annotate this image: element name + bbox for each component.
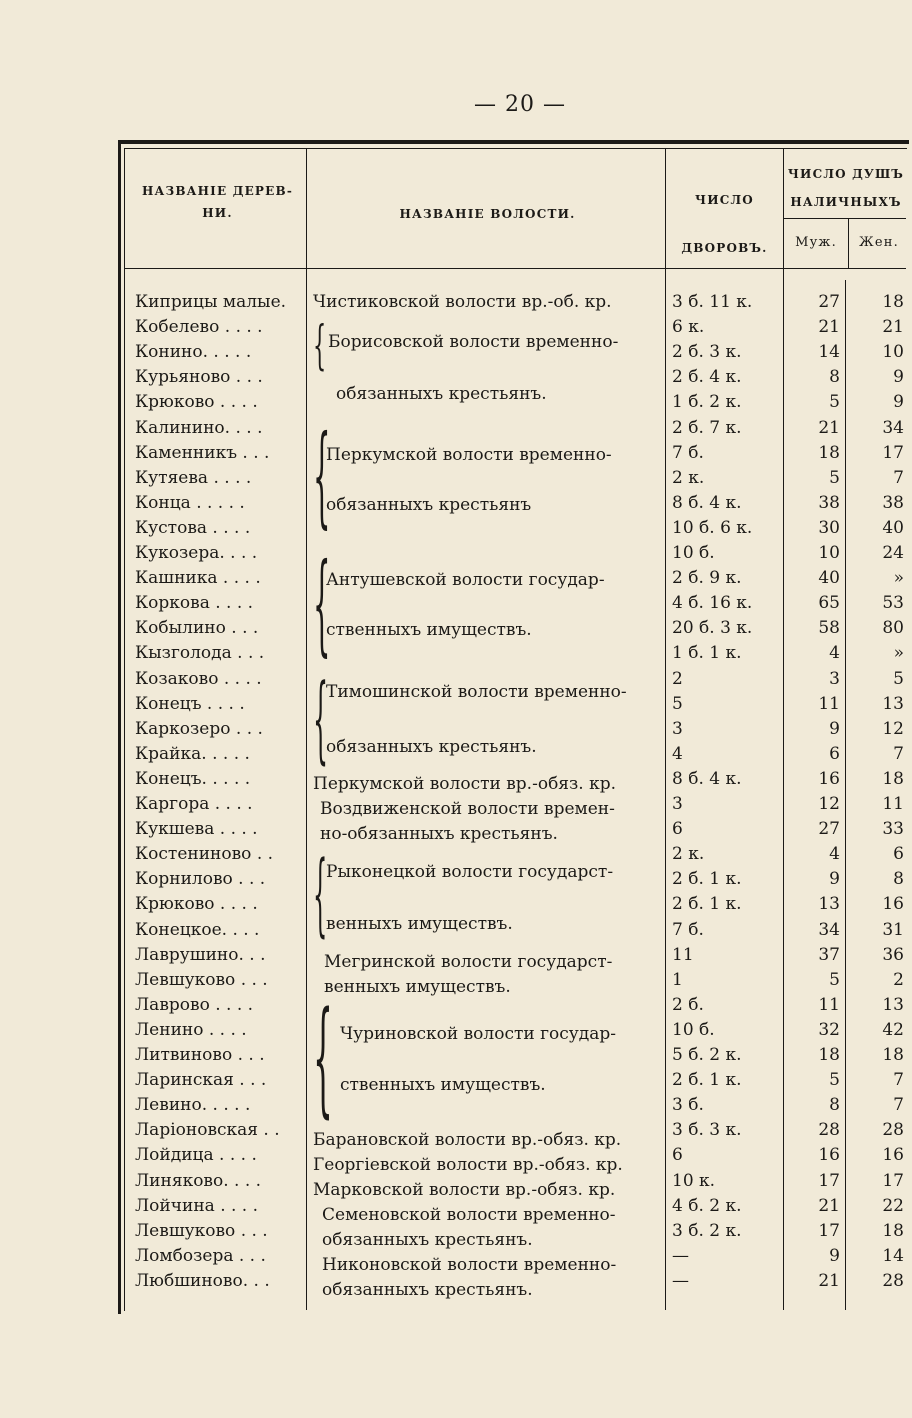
village-name: Любшиново. . . (135, 1270, 270, 1291)
women-count: 18 (882, 292, 904, 312)
header-courts: ЧИСЛО ДВОРОВЪ. (681, 193, 768, 255)
courts-count: 8 б. 4 к. (672, 492, 742, 513)
men-count: 6 (829, 743, 840, 764)
village-name: Литвиново . . . (135, 1045, 265, 1065)
village-name: Кызголода . . . (135, 643, 265, 664)
women-count: 9 (893, 392, 904, 413)
men-count: 12 (818, 794, 840, 814)
men-count: 11 (818, 693, 840, 714)
men-count: 9 (829, 718, 840, 739)
courts-count: 4 (672, 743, 683, 764)
page-number: — 20 — (474, 92, 566, 117)
men-count: 32 (818, 1019, 840, 1040)
courts-count: — (672, 1270, 689, 1291)
women-count: 31 (882, 919, 904, 940)
village-name: Лойчина . . . . (135, 1195, 259, 1216)
men-count: 34 (818, 919, 840, 940)
women-count: 11 (882, 794, 904, 814)
courts-count: 10 б. (672, 543, 715, 563)
women-count: 9 (893, 367, 904, 388)
village-name: Конецъ. . . . . (135, 768, 251, 789)
village-name: Конино. . . . . (135, 342, 252, 363)
courts-count: 7 б. (672, 919, 704, 940)
men-count: 17 (818, 1170, 840, 1191)
village-name: Ломбозера . . . (135, 1245, 266, 1266)
men-count: 4 (829, 643, 840, 664)
men-count: 21 (818, 1195, 840, 1216)
courts-count: 1 б. 1 к. (672, 643, 742, 664)
village-name: Кобелево . . . . (135, 317, 263, 338)
district-entry: ственныхъ имуществъ. (326, 620, 532, 640)
men-count: 27 (818, 819, 840, 840)
village-name: Кукозера. . . . (135, 543, 258, 563)
men-count: 30 (818, 517, 840, 538)
courts-count: 5 б. 2 к. (672, 1045, 742, 1065)
men-count: 5 (829, 392, 840, 413)
women-count: 18 (882, 1045, 904, 1065)
women-count: » (893, 568, 904, 589)
district-entry: венныхъ имуществъ. (326, 914, 513, 934)
courts-count: 2 б. 1 к. (672, 894, 742, 915)
courts-count: 2 к. (672, 844, 705, 865)
men-count: 4 (829, 844, 840, 865)
men-count: 13 (818, 894, 840, 915)
district-entry: Чистиковской волости вр.-об. кр. (313, 292, 612, 312)
women-count: 28 (882, 1120, 904, 1141)
courts-count: 2 б. 7 к. (672, 417, 742, 438)
district-entry: Никоновской волости временно- (322, 1255, 617, 1275)
village-name: Кобылино . . . (135, 618, 259, 639)
district-entry: Мегринской волости государст- (324, 952, 613, 972)
men-count: 17 (818, 1220, 840, 1241)
table-row (0, 591, 912, 616)
men-count: 16 (818, 1145, 840, 1166)
courts-count: — (672, 1245, 689, 1266)
women-count: 16 (882, 1145, 904, 1166)
header-souls: ЧИСЛО ДУШЪ НАЛИЧНЫХЪ (787, 167, 905, 209)
courts-count: 6 к. (672, 317, 705, 338)
courts-count: 3 б. (672, 1095, 704, 1116)
district-entry: Марковской волости вр.-обяз. кр. (313, 1180, 616, 1200)
women-count: 28 (882, 1270, 904, 1291)
village-name: Каркозеро . . . (135, 718, 263, 739)
district-entry: Рыконецкой волости государст- (326, 862, 614, 882)
men-count: 11 (818, 994, 840, 1015)
men-count: 18 (818, 1045, 840, 1065)
brace: { (313, 664, 329, 774)
village-name: Крюково . . . . (135, 894, 258, 915)
village-name: Киприцы малые. (135, 292, 287, 312)
table-row (0, 541, 912, 566)
village-name: Курьяново . . . (135, 367, 263, 388)
header-village: НАЗВАНIЕ ДЕРЕВ- НИ. (141, 184, 294, 220)
courts-count: 10 б. 6 к. (672, 517, 753, 538)
men-count: 8 (829, 1095, 840, 1116)
brace: { (313, 316, 327, 376)
table-row (0, 516, 912, 541)
brace: { (313, 539, 331, 667)
men-count: 14 (818, 342, 840, 363)
col-rule-souls (848, 218, 849, 268)
men-count: 18 (818, 442, 840, 463)
women-count: » (893, 643, 904, 664)
village-name: Кутяева . . . . (135, 467, 252, 488)
women-count: 21 (882, 317, 904, 338)
brace: { (313, 985, 333, 1130)
women-count: 17 (882, 1170, 904, 1191)
courts-count: 10 б. (672, 1019, 715, 1040)
village-name: Козаково . . . . (135, 668, 262, 689)
village-name: Конца . . . . . (135, 492, 245, 513)
women-count: 18 (882, 768, 904, 789)
men-count: 10 (818, 543, 840, 563)
men-count: 37 (818, 944, 840, 965)
men-count: 28 (818, 1120, 840, 1141)
men-count: 27 (818, 292, 840, 312)
women-count: 53 (882, 593, 904, 614)
header-men: Муж. (795, 235, 837, 250)
district-entry: Чуриновской волости государ- (340, 1024, 617, 1044)
courts-count: 4 б. 16 к. (672, 593, 753, 614)
men-count: 8 (829, 367, 840, 388)
men-count: 16 (818, 768, 840, 789)
district-entry: Воздвиженской волости времен- (320, 799, 615, 819)
village-name: Лаврушино. . . (135, 944, 266, 965)
women-count: 42 (882, 1019, 904, 1040)
women-count: 7 (893, 1070, 904, 1091)
courts-count: 3 (672, 794, 683, 814)
women-count: 6 (893, 844, 904, 865)
village-name: Кукшева . . . . (135, 819, 258, 840)
courts-count: 2 (672, 668, 683, 689)
courts-count: 7 б. (672, 442, 704, 463)
women-count: 22 (882, 1195, 904, 1216)
women-count: 10 (882, 342, 904, 363)
village-name: Коркова . . . . (135, 593, 254, 614)
district-entry: Тимошинской волости временно- (326, 682, 627, 702)
courts-count: 2 б. (672, 994, 704, 1015)
header-district: НАЗВАНIЕ ВОЛОСТИ. (399, 207, 576, 221)
village-name: Крюково . . . . (135, 392, 258, 413)
men-count: 9 (829, 869, 840, 890)
table-row (0, 641, 912, 666)
women-count: 7 (893, 467, 904, 488)
courts-count: 3 (672, 718, 683, 739)
courts-count: 2 б. 1 к. (672, 1070, 742, 1091)
women-count: 7 (893, 743, 904, 764)
district-entry: обязанныхъ крестьянъ. (322, 1230, 533, 1250)
district-entry: обязанныхъ крестьянъ. (336, 384, 547, 404)
women-count: 8 (893, 869, 904, 890)
women-count: 18 (882, 1220, 904, 1241)
district-entry: обязанныхъ крестьянъ. (322, 1280, 533, 1300)
courts-count: 11 (672, 944, 694, 965)
women-count: 13 (882, 693, 904, 714)
district-entry: Георгiевской волости вр.-обяз. кр. (313, 1155, 623, 1175)
district-entry: но-обязанныхъ крестьянъ. (320, 824, 558, 844)
courts-count: 2 к. (672, 467, 705, 488)
courts-count: 3 б. 3 к. (672, 1120, 742, 1141)
men-count: 21 (818, 1270, 840, 1291)
village-name: Кустова . . . . (135, 517, 251, 538)
women-count: 12 (882, 718, 904, 739)
courts-count: 2 б. 9 к. (672, 568, 742, 589)
table-row (0, 416, 912, 441)
courts-count: 1 (672, 969, 683, 990)
courts-count: 5 (672, 693, 683, 714)
village-name: Каргора . . . . (135, 794, 253, 814)
village-name: Линяково. . . . (135, 1170, 262, 1191)
district-entry: Перкумской волости временно- (326, 445, 612, 465)
district-entry: Антушевской волости государ- (326, 570, 605, 590)
courts-count: 10 к. (672, 1170, 716, 1191)
men-count: 9 (829, 1245, 840, 1266)
courts-count: 2 б. 3 к. (672, 342, 742, 363)
village-name: Костениново . . (135, 844, 274, 865)
village-name: Калинино. . . . (135, 417, 263, 438)
women-count: 34 (882, 417, 904, 438)
district-entry: обязанныхъ крестьянъ (326, 495, 532, 515)
women-count: 38 (882, 492, 904, 513)
men-count: 65 (818, 593, 840, 614)
village-name: Левшуково . . . (135, 969, 268, 990)
courts-count: 3 б. 11 к. (672, 292, 753, 312)
village-name: Левино. . . . . (135, 1095, 251, 1116)
header-rule (124, 268, 906, 269)
men-count: 5 (829, 467, 840, 488)
village-name: Конецкое. . . . (135, 919, 260, 940)
village-name: Ларiоновская . . (135, 1120, 280, 1141)
men-count: 21 (818, 417, 840, 438)
men-count: 58 (818, 618, 840, 639)
courts-count: 1 б. 2 к. (672, 392, 742, 413)
courts-count: 6 (672, 1145, 683, 1166)
women-count: 33 (882, 819, 904, 840)
header-women: Жен. (859, 235, 899, 250)
district-entry: Перкумской волости вр.-обяз. кр. (313, 774, 617, 794)
courts-count: 6 (672, 819, 683, 840)
brace: { (313, 411, 331, 539)
women-count: 24 (882, 543, 904, 563)
village-name: Лаврово . . . . (135, 994, 254, 1015)
brace: { (313, 842, 328, 947)
women-count: 2 (893, 969, 904, 990)
village-name: Левшуково . . . (135, 1220, 268, 1241)
women-count: 14 (882, 1245, 904, 1266)
village-name: Ленино . . . . (135, 1019, 247, 1040)
village-name: Лойдица . . . . (135, 1145, 257, 1166)
women-count: 16 (882, 894, 904, 915)
souls-rule (784, 218, 906, 219)
courts-count: 4 б. 2 к. (672, 1195, 742, 1216)
men-count: 40 (818, 568, 840, 589)
courts-count: 3 б. 2 к. (672, 1220, 742, 1241)
men-count: 5 (829, 969, 840, 990)
men-count: 3 (829, 668, 840, 689)
village-name: Кашника . . . . (135, 568, 261, 589)
women-count: 36 (882, 944, 904, 965)
women-count: 5 (893, 668, 904, 689)
courts-count: 2 б. 4 к. (672, 367, 742, 388)
courts-count: 20 б. 3 к. (672, 618, 753, 639)
district-entry: Барановской волости вр.-обяз. кр. (313, 1130, 622, 1150)
women-count: 13 (882, 994, 904, 1015)
district-entry: ственныхъ имуществъ. (340, 1075, 546, 1095)
district-entry: Семеновской волости временно- (322, 1205, 616, 1225)
men-count: 5 (829, 1070, 840, 1091)
women-count: 40 (882, 517, 904, 538)
district-entry: венныхъ имуществъ. (324, 977, 511, 997)
women-count: 17 (882, 442, 904, 463)
women-count: 80 (882, 618, 904, 639)
courts-count: 2 б. 1 к. (672, 869, 742, 890)
village-name: Ларинская . . . (135, 1070, 267, 1091)
table-row (0, 466, 912, 491)
village-name: Корнилово . . . (135, 869, 266, 890)
district-entry: обязанныхъ крестьянъ. (326, 737, 537, 757)
village-name: Конецъ . . . . (135, 693, 245, 714)
district-entry: Борисовской волости временно- (328, 332, 619, 352)
men-count: 38 (818, 492, 840, 513)
women-count: 7 (893, 1095, 904, 1116)
village-name: Крайка. . . . . (135, 743, 250, 764)
village-name: Каменникъ . . . (135, 442, 270, 463)
men-count: 21 (818, 317, 840, 338)
courts-count: 8 б. 4 к. (672, 768, 742, 789)
